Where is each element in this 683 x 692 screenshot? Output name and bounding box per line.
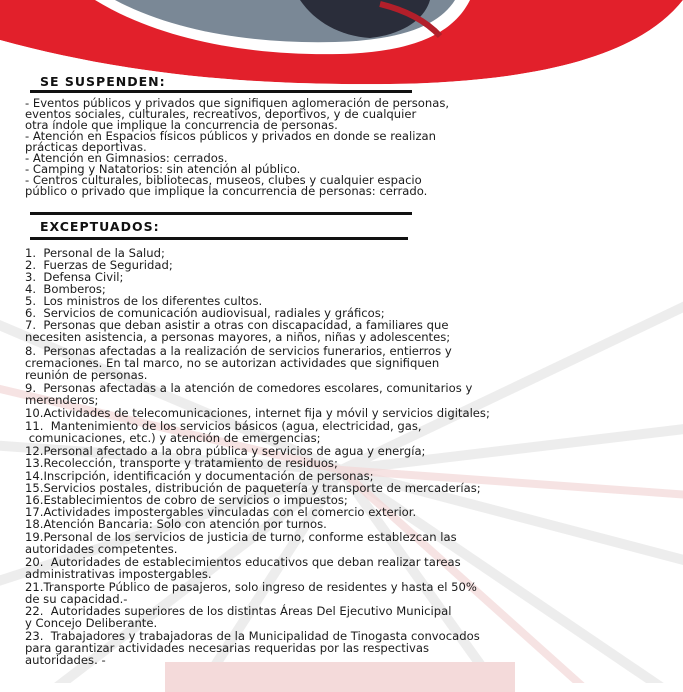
excepted-line: 14.Inscripción, identificación y documentación de personas;: [25, 469, 374, 483]
excepted-line: 11. Mantenimiento de los servicios básicos (agua, electricidad, gas,: [25, 419, 422, 433]
excepted-line: 21.Transporte Público de pasajeros, solo ingreso de residentes y hasta el 50%: [25, 580, 477, 594]
excepted-line: y Concejo Deliberante.: [25, 616, 158, 630]
excepted-line: 17.Actividades impostergables vinculadas con el comercio exterior.: [25, 505, 417, 519]
excepted-line: 12.Personal afectado a la obra pública y servicios de agua y energía;: [25, 444, 426, 458]
excepted-line: 15.Servicios postales, distribución de paquetería y transporte de mercaderías;: [25, 481, 481, 495]
excepted-line: reunión de personas.: [25, 368, 148, 382]
suspended-line: - Atención en Espacios físicos públicos y privados en donde se realizan: [25, 129, 436, 143]
suspended-line: - Atención en Gimnasios: cerrados.: [25, 151, 228, 165]
suspended-line: público o privado que implique la concurrencia de personas: cerrado.: [25, 184, 428, 198]
excepted-line: de su capacidad.-: [25, 592, 128, 606]
excepted-line: 1. Personal de la Salud;: [25, 246, 165, 260]
excepted-line: 22. Autoridades superiores de los distintas Áreas Del Ejecutivo Municipal: [25, 604, 452, 618]
excepted-line: administrativas impostergables.: [25, 567, 212, 581]
excepted-line: 16.Establecimientos de cobro de servicios o impuestos;: [25, 493, 348, 507]
section-divider: [30, 212, 412, 215]
excepted-line: 5. Los ministros de los diferentes cultos.: [25, 294, 263, 308]
excepted-line: 23. Trabajadores y trabajadoras de la Municipalidad de Tinogasta convocados: [25, 629, 480, 643]
excepted-line: 4. Bomberos;: [25, 282, 106, 296]
excepted-line: 6. Servicios de comunicación audiovisual, radiales y gráficos;: [25, 306, 385, 320]
excepted-line: autoridades. -: [25, 653, 106, 667]
excepted-line: 19.Personal de los servicios de justicia de turno, conforme establezcan las: [25, 530, 457, 544]
suspended-line: - Centros culturales, bibliotecas, museos, clubes y cualquier espacio: [25, 173, 422, 187]
suspended-heading: SE SUSPENDEN:: [40, 74, 166, 89]
excepted-line: necesiten asistencia, a personas mayores, a niños, niñas y adolescentes;: [25, 330, 451, 344]
suspended-line: - Eventos públicos y privados que signifiquen aglomeración de personas,: [25, 96, 450, 110]
excepted-heading: EXCEPTUADOS:: [40, 219, 160, 234]
excepted-line: para garantizar actividades necesarias requeridas por las respectivas: [25, 641, 430, 655]
excepted-line: comunicaciones, etc.) y atención de emergencias;: [25, 431, 321, 445]
suspended-line: - Camping y Natatorios: sin atención al público.: [25, 162, 301, 176]
excepted-line: 3. Defensa Civil;: [25, 270, 124, 284]
excepted-line: 20. Autoridades de establecimientos educativos que deban realizar tareas: [25, 555, 461, 569]
excepted-line: merenderos;: [25, 393, 99, 407]
excepted-line: 7. Personas que deban asistir a otras con discapacidad, a familiares que: [25, 318, 449, 332]
excepted-line: 10.Actividades de telecomunicaciones, internet fija y móvil y servicios digitales;: [25, 406, 490, 420]
excepted-line: 18.Atención Bancaria: Solo con atención por turnos.: [25, 517, 327, 531]
excepted-line: cremaciones. En tal marco, no se autorizan actividades que signifiquen: [25, 356, 440, 370]
excepted-heading-underline: [30, 237, 408, 240]
excepted-line: 8. Personas afectadas a la realización de servicios funerarios, entierros y: [25, 344, 452, 358]
excepted-line: autoridades competentes.: [25, 542, 178, 556]
excepted-line: 2. Fuerzas de Seguridad;: [25, 258, 173, 272]
suspended-line: prácticas deportivas.: [25, 140, 147, 154]
excepted-line: 13.Recolección, transporte y tratamiento de residuos;: [25, 456, 338, 470]
suspended-heading-underline: [30, 90, 412, 93]
excepted-line: 9. Personas afectadas a la atención de comedores escolares, comunitarios y: [25, 381, 473, 395]
footer-banner-strip: [165, 662, 515, 692]
suspended-line: otra índole que implique la concurrencia de personas.: [25, 118, 338, 132]
suspended-line: eventos sociales, culturales, recreativos, deportivos, y de cualquier: [25, 107, 417, 121]
